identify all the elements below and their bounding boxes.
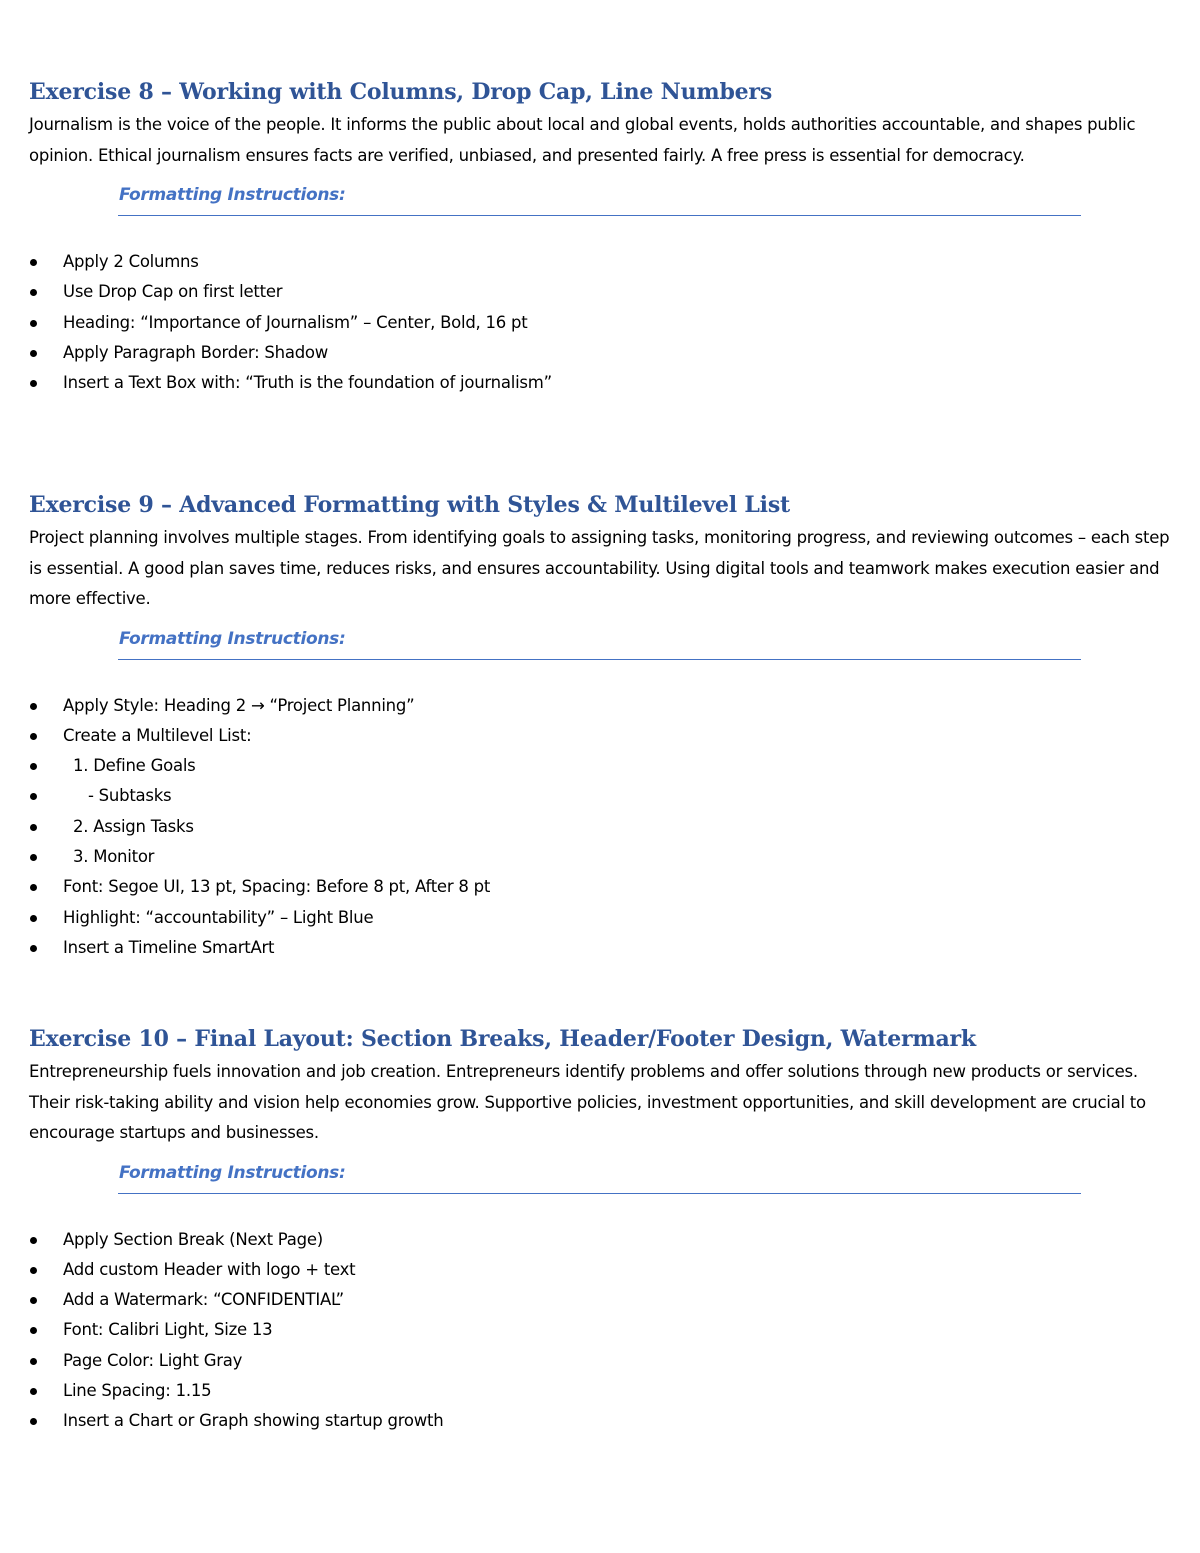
bullet-icon <box>30 1237 37 1244</box>
bullet-icon <box>30 733 37 740</box>
exercise-9-instructions-header <box>118 619 1081 673</box>
bullet-icon <box>30 1267 37 1274</box>
bullet-icon <box>30 1358 37 1365</box>
list-item: Font: Calibri Light, Size 13 <box>29 1315 1174 1345</box>
exercise-9-body: Project planning involves multiple stages. From identifying goals to assigning tasks, monitoring progress, and reviewing outcomes – each step is essential. A good plan saves time, reduces risks, and ensures accountability. Using digital tools and teamwork makes execution easier and more effective. <box>29 528 1170 608</box>
bullet-icon <box>30 915 37 922</box>
bullet-icon <box>30 824 37 831</box>
formatting-instructions-heading: Formatting Instructions: <box>119 628 346 649</box>
exercise-9-instruction-list <box>29 691 1174 964</box>
list-item: - Subtasks <box>29 781 1174 811</box>
list-item: Heading: “Importance of Journalism” – Center, Bold, 16 pt <box>29 308 1174 338</box>
bullet-icon <box>30 945 37 952</box>
exercise-10-instruction-list <box>29 1225 1174 1437</box>
heading-underline-rule <box>118 659 1081 660</box>
list-item: Insert a Text Box with: “Truth is the foundation of journalism” <box>29 368 1174 398</box>
list-item: Add a Watermark: “CONFIDENTIAL” <box>29 1285 1174 1315</box>
list-item: Highlight: “accountability” – Light Blue <box>29 903 1174 933</box>
bullet-icon <box>30 884 37 891</box>
list-item: 1. Define Goals <box>29 751 1174 781</box>
bullet-icon <box>30 793 37 800</box>
exercise-8-body: Journalism is the voice of the people. It informs the public about local and global events, holds authorities accountable, and shapes public opinion. Ethical journalism ensures facts are verified, unbiased, and presented fairly. A free press is essential for democracy. <box>29 115 1136 165</box>
bullet-icon <box>30 1418 37 1425</box>
bullet-icon <box>30 289 37 296</box>
exercise-9-section <box>29 487 1174 963</box>
heading-underline-rule <box>118 215 1081 216</box>
list-item: Apply Section Break (Next Page) <box>29 1225 1174 1255</box>
bullet-icon <box>30 350 37 357</box>
exercise-8-title: Exercise 8 – Working with Columns, Drop Cap, Line Numbers <box>29 79 773 105</box>
exercise-10-section <box>29 1021 1174 1437</box>
formatting-instructions-heading: Formatting Instructions: <box>119 1162 346 1183</box>
bullet-icon <box>30 854 37 861</box>
bullet-icon <box>30 380 37 387</box>
bullet-icon <box>30 1327 37 1334</box>
list-item: Line Spacing: 1.15 <box>29 1376 1174 1406</box>
list-item: Apply Style: Heading 2 → “Project Planning” <box>29 691 1174 721</box>
bullet-icon <box>30 703 37 710</box>
bullet-icon <box>30 1388 37 1395</box>
bullet-icon <box>30 320 37 327</box>
exercise-8-section <box>29 74 1174 398</box>
list-item: Use Drop Cap on first letter <box>29 277 1174 307</box>
list-item: 3. Monitor <box>29 842 1174 872</box>
list-item: Insert a Timeline SmartArt <box>29 933 1174 963</box>
bullet-icon <box>30 1297 37 1304</box>
list-item: Add custom Header with logo + text <box>29 1255 1174 1285</box>
list-item: Apply 2 Columns <box>29 247 1174 277</box>
list-item: Insert a Chart or Graph showing startup growth <box>29 1406 1174 1436</box>
heading-underline-rule <box>118 1193 1081 1194</box>
exercise-9-title: Exercise 9 – Advanced Formatting with Styles & Multilevel List <box>29 492 790 518</box>
exercise-10-instructions-header <box>118 1153 1081 1207</box>
bullet-icon <box>30 763 37 770</box>
exercise-10-body: Entrepreneurship fuels innovation and job creation. Entrepreneurs identify problems and offer solutions through new products or services. Their risk-taking ability and vision help economies grow. Supportive policies, investment opportunities, and skill development are crucial to encourage startups and businesses. <box>29 1062 1146 1142</box>
list-item: Apply Paragraph Border: Shadow <box>29 338 1174 368</box>
formatting-instructions-heading: Formatting Instructions: <box>119 185 346 205</box>
list-item: 2. Assign Tasks <box>29 812 1174 842</box>
exercise-8-instructions-header <box>118 175 1081 229</box>
exercise-10-title: Exercise 10 – Final Layout: Section Breaks, Header/Footer Design, Watermark <box>29 1026 976 1052</box>
bullet-icon <box>30 259 37 266</box>
list-item: Font: Segoe UI, 13 pt, Spacing: Before 8 pt, After 8 pt <box>29 872 1174 902</box>
list-item: Create a Multilevel List: <box>29 721 1174 751</box>
exercise-8-instruction-list <box>29 247 1174 398</box>
list-item: Page Color: Light Gray <box>29 1346 1174 1376</box>
